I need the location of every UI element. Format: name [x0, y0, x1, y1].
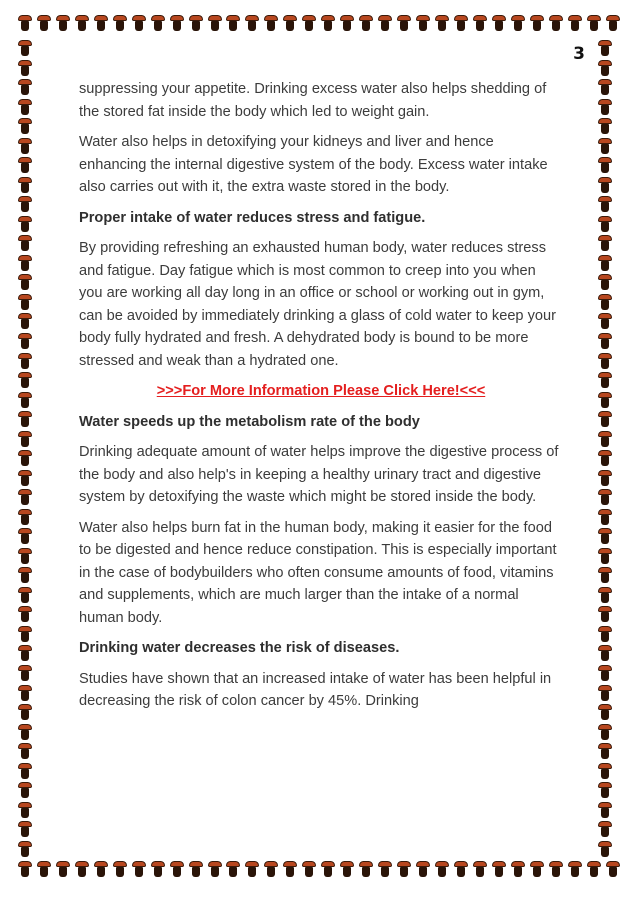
- border-ornament-icon: [598, 450, 612, 467]
- border-ornament-icon: [598, 626, 612, 643]
- border-ornament-icon: [568, 15, 582, 32]
- border-ornament-icon: [18, 79, 32, 96]
- border-ornament-icon: [598, 470, 612, 487]
- border-ornament-icon: [170, 861, 184, 878]
- border-ornament-icon: [264, 15, 278, 32]
- border-ornament-icon: [549, 15, 563, 32]
- border-ornament-icon: [598, 821, 612, 838]
- document-body: [79, 78, 563, 721]
- border-ornament-icon: [598, 313, 612, 330]
- border-ornament-icon: [598, 431, 612, 448]
- border-ornament-icon: [18, 216, 32, 233]
- border-ornament-icon: [598, 157, 612, 174]
- border-ornament-icon: [18, 177, 32, 194]
- border-ornament-icon: [226, 861, 240, 878]
- border-ornament-icon: [598, 509, 612, 526]
- border-ornament-icon: [18, 118, 32, 135]
- border-ornament-icon: [18, 431, 32, 448]
- border-ornament-icon: [18, 548, 32, 565]
- border-ornament-icon: [18, 235, 32, 252]
- border-ornament-icon: [598, 235, 612, 252]
- border-ornament-icon: [132, 861, 146, 878]
- border-ornament-icon: [598, 216, 612, 233]
- border-ornament-icon: [18, 157, 32, 174]
- paragraph: Drinking adequate amount of water helps improve the digestive process of the body and also help's in keeping a healthy urinary tract and digestive system by detoxifying the waste which might be stored inside the body.: [79, 444, 559, 505]
- border-ornament-icon: [598, 274, 612, 291]
- border-ornament-icon: [606, 15, 620, 32]
- border-ornament-icon: [598, 548, 612, 565]
- border-ornament-icon: [56, 861, 70, 878]
- border-ornament-icon: [18, 645, 32, 662]
- border-ornament-icon: [18, 274, 32, 291]
- border-ornament-icon: [18, 861, 32, 878]
- border-ornament-icon: [18, 255, 32, 272]
- border-ornament-icon: [511, 15, 525, 32]
- border-ornament-icon: [359, 15, 373, 32]
- border-ornament-icon: [18, 509, 32, 526]
- border-ornament-icon: [549, 861, 563, 878]
- border-ornament-icon: [598, 60, 612, 77]
- decorative-border-right: [598, 40, 620, 858]
- border-ornament-icon: [18, 392, 32, 409]
- border-ornament-icon: [598, 118, 612, 135]
- border-ornament-icon: [132, 15, 146, 32]
- border-ornament-icon: [113, 15, 127, 32]
- border-ornament-icon: [598, 196, 612, 213]
- border-ornament-icon: [18, 841, 32, 858]
- border-ornament-icon: [18, 15, 32, 32]
- border-ornament-icon: [435, 861, 449, 878]
- border-ornament-icon: [189, 861, 203, 878]
- border-ornament-icon: [18, 587, 32, 604]
- border-ornament-icon: [75, 861, 89, 878]
- page-number: 3: [573, 44, 585, 64]
- border-ornament-icon: [492, 15, 506, 32]
- border-ornament-icon: [598, 392, 612, 409]
- border-ornament-icon: [598, 704, 612, 721]
- border-ornament-icon: [598, 294, 612, 311]
- border-ornament-icon: [18, 60, 32, 77]
- border-ornament-icon: [189, 15, 203, 32]
- paragraph: Water also helps burn fat in the human body, making it easier for the food to be digested and hence reduce constipation. This is especially important in the case of bodybuilders who often consume amounts of food, vitamins and supplements, which are much larger than the intake of a normal human body.: [79, 519, 557, 626]
- border-ornament-icon: [598, 138, 612, 155]
- paragraph: suppressing your appetite. Drinking excess water also helps shedding of the stored fat inside the body which led to weight gain.: [79, 81, 547, 120]
- border-ornament-icon: [568, 861, 582, 878]
- border-ornament-icon: [18, 724, 32, 741]
- border-ornament-icon: [302, 861, 316, 878]
- border-ornament-icon: [18, 528, 32, 545]
- border-ornament-icon: [18, 606, 32, 623]
- more-info-link[interactable]: >>>For More Information Please Click Here!<<<: [156, 383, 486, 399]
- border-ornament-icon: [416, 861, 430, 878]
- border-ornament-icon: [435, 15, 449, 32]
- border-ornament-icon: [598, 372, 612, 389]
- decorative-border-top: [18, 15, 620, 37]
- border-ornament-icon: [18, 763, 32, 780]
- border-ornament-icon: [94, 15, 108, 32]
- border-ornament-icon: [598, 528, 612, 545]
- border-ornament-icon: [37, 15, 51, 32]
- border-ornament-icon: [264, 861, 278, 878]
- border-ornament-icon: [598, 255, 612, 272]
- border-ornament-icon: [18, 40, 32, 57]
- border-ornament-icon: [18, 313, 32, 330]
- border-ornament-icon: [245, 861, 259, 878]
- border-ornament-icon: [598, 782, 612, 799]
- border-ornament-icon: [598, 763, 612, 780]
- border-ornament-icon: [283, 15, 297, 32]
- border-ornament-icon: [321, 861, 335, 878]
- border-ornament-icon: [18, 196, 32, 213]
- border-ornament-icon: [598, 587, 612, 604]
- border-ornament-icon: [454, 15, 468, 32]
- border-ornament-icon: [18, 411, 32, 428]
- border-ornament-icon: [598, 353, 612, 370]
- border-ornament-icon: [18, 138, 32, 155]
- paragraph: Studies have shown that an increased intake of water has been helpful in decreasing the risk of colon cancer by 45%. Drinking: [79, 670, 552, 709]
- border-ornament-icon: [340, 15, 354, 32]
- border-ornament-icon: [397, 15, 411, 32]
- border-ornament-icon: [416, 15, 430, 32]
- border-ornament-icon: [598, 606, 612, 623]
- border-ornament-icon: [340, 861, 354, 878]
- border-ornament-icon: [321, 15, 335, 32]
- border-ornament-icon: [18, 782, 32, 799]
- border-ornament-icon: [151, 15, 165, 32]
- border-ornament-icon: [170, 15, 184, 32]
- border-ornament-icon: [18, 704, 32, 721]
- border-ornament-icon: [18, 353, 32, 370]
- border-ornament-icon: [75, 15, 89, 32]
- border-ornament-icon: [18, 626, 32, 643]
- section-heading: Proper intake of water reduces stress and fatigue.: [79, 209, 426, 226]
- border-ornament-icon: [18, 333, 32, 350]
- border-ornament-icon: [18, 567, 32, 584]
- paragraph: By providing refreshing an exhausted human body, water reduces stress and fatigue. Day fatigue which is most common to creep into you when you are working all day long in an office or school or working out in gym, can be avoided by immediately drinking a glass of cold water to keep your body fully hydrated and fresh. A dehydrated body is bound to be more stressed and weak than a hydrated one.: [79, 240, 556, 369]
- border-ornament-icon: [598, 665, 612, 682]
- section-heading: Drinking water decreases the risk of diseases.: [79, 640, 400, 656]
- border-ornament-icon: [598, 99, 612, 116]
- border-ornament-icon: [598, 841, 612, 858]
- border-ornament-icon: [18, 665, 32, 682]
- border-ornament-icon: [587, 15, 601, 32]
- decorative-border-bottom: [18, 861, 620, 883]
- border-ornament-icon: [37, 861, 51, 878]
- border-ornament-icon: [492, 861, 506, 878]
- border-ornament-icon: [18, 489, 32, 506]
- border-ornament-icon: [598, 177, 612, 194]
- border-ornament-icon: [587, 861, 601, 878]
- border-ornament-icon: [208, 861, 222, 878]
- border-ornament-icon: [598, 685, 612, 702]
- border-ornament-icon: [18, 470, 32, 487]
- border-ornament-icon: [598, 40, 612, 57]
- border-ornament-icon: [598, 724, 612, 741]
- border-ornament-icon: [598, 802, 612, 819]
- border-ornament-icon: [18, 685, 32, 702]
- border-ornament-icon: [18, 294, 32, 311]
- border-ornament-icon: [113, 861, 127, 878]
- border-ornament-icon: [18, 450, 32, 467]
- border-ornament-icon: [302, 15, 316, 32]
- border-ornament-icon: [530, 15, 544, 32]
- border-ornament-icon: [598, 489, 612, 506]
- border-ornament-icon: [598, 411, 612, 428]
- border-ornament-icon: [473, 861, 487, 878]
- border-ornament-icon: [598, 567, 612, 584]
- border-ornament-icon: [598, 79, 612, 96]
- border-ornament-icon: [378, 15, 392, 32]
- border-ornament-icon: [473, 15, 487, 32]
- border-ornament-icon: [245, 15, 259, 32]
- border-ornament-icon: [606, 861, 620, 878]
- border-ornament-icon: [359, 861, 373, 878]
- border-ornament-icon: [283, 861, 297, 878]
- border-ornament-icon: [18, 821, 32, 838]
- border-ornament-icon: [208, 15, 222, 32]
- decorative-border-left: [18, 40, 40, 858]
- border-ornament-icon: [56, 15, 70, 32]
- paragraph: Water also helps in detoxifying your kidneys and liver and hence enhancing the internal digestive system of the body. Excess water intake also carries out with it, the extra waste stored in the body.: [79, 134, 548, 195]
- border-ornament-icon: [454, 861, 468, 878]
- border-ornament-icon: [18, 743, 32, 760]
- border-ornament-icon: [18, 802, 32, 819]
- border-ornament-icon: [397, 861, 411, 878]
- border-ornament-icon: [598, 333, 612, 350]
- section-heading: Water speeds up the metabolism rate of the body: [79, 413, 420, 430]
- border-ornament-icon: [511, 861, 525, 878]
- border-ornament-icon: [18, 99, 32, 116]
- border-ornament-icon: [530, 861, 544, 878]
- border-ornament-icon: [18, 372, 32, 389]
- border-ornament-icon: [151, 861, 165, 878]
- border-ornament-icon: [94, 861, 108, 878]
- border-ornament-icon: [598, 743, 612, 760]
- border-ornament-icon: [226, 15, 240, 32]
- border-ornament-icon: [598, 645, 612, 662]
- border-ornament-icon: [378, 861, 392, 878]
